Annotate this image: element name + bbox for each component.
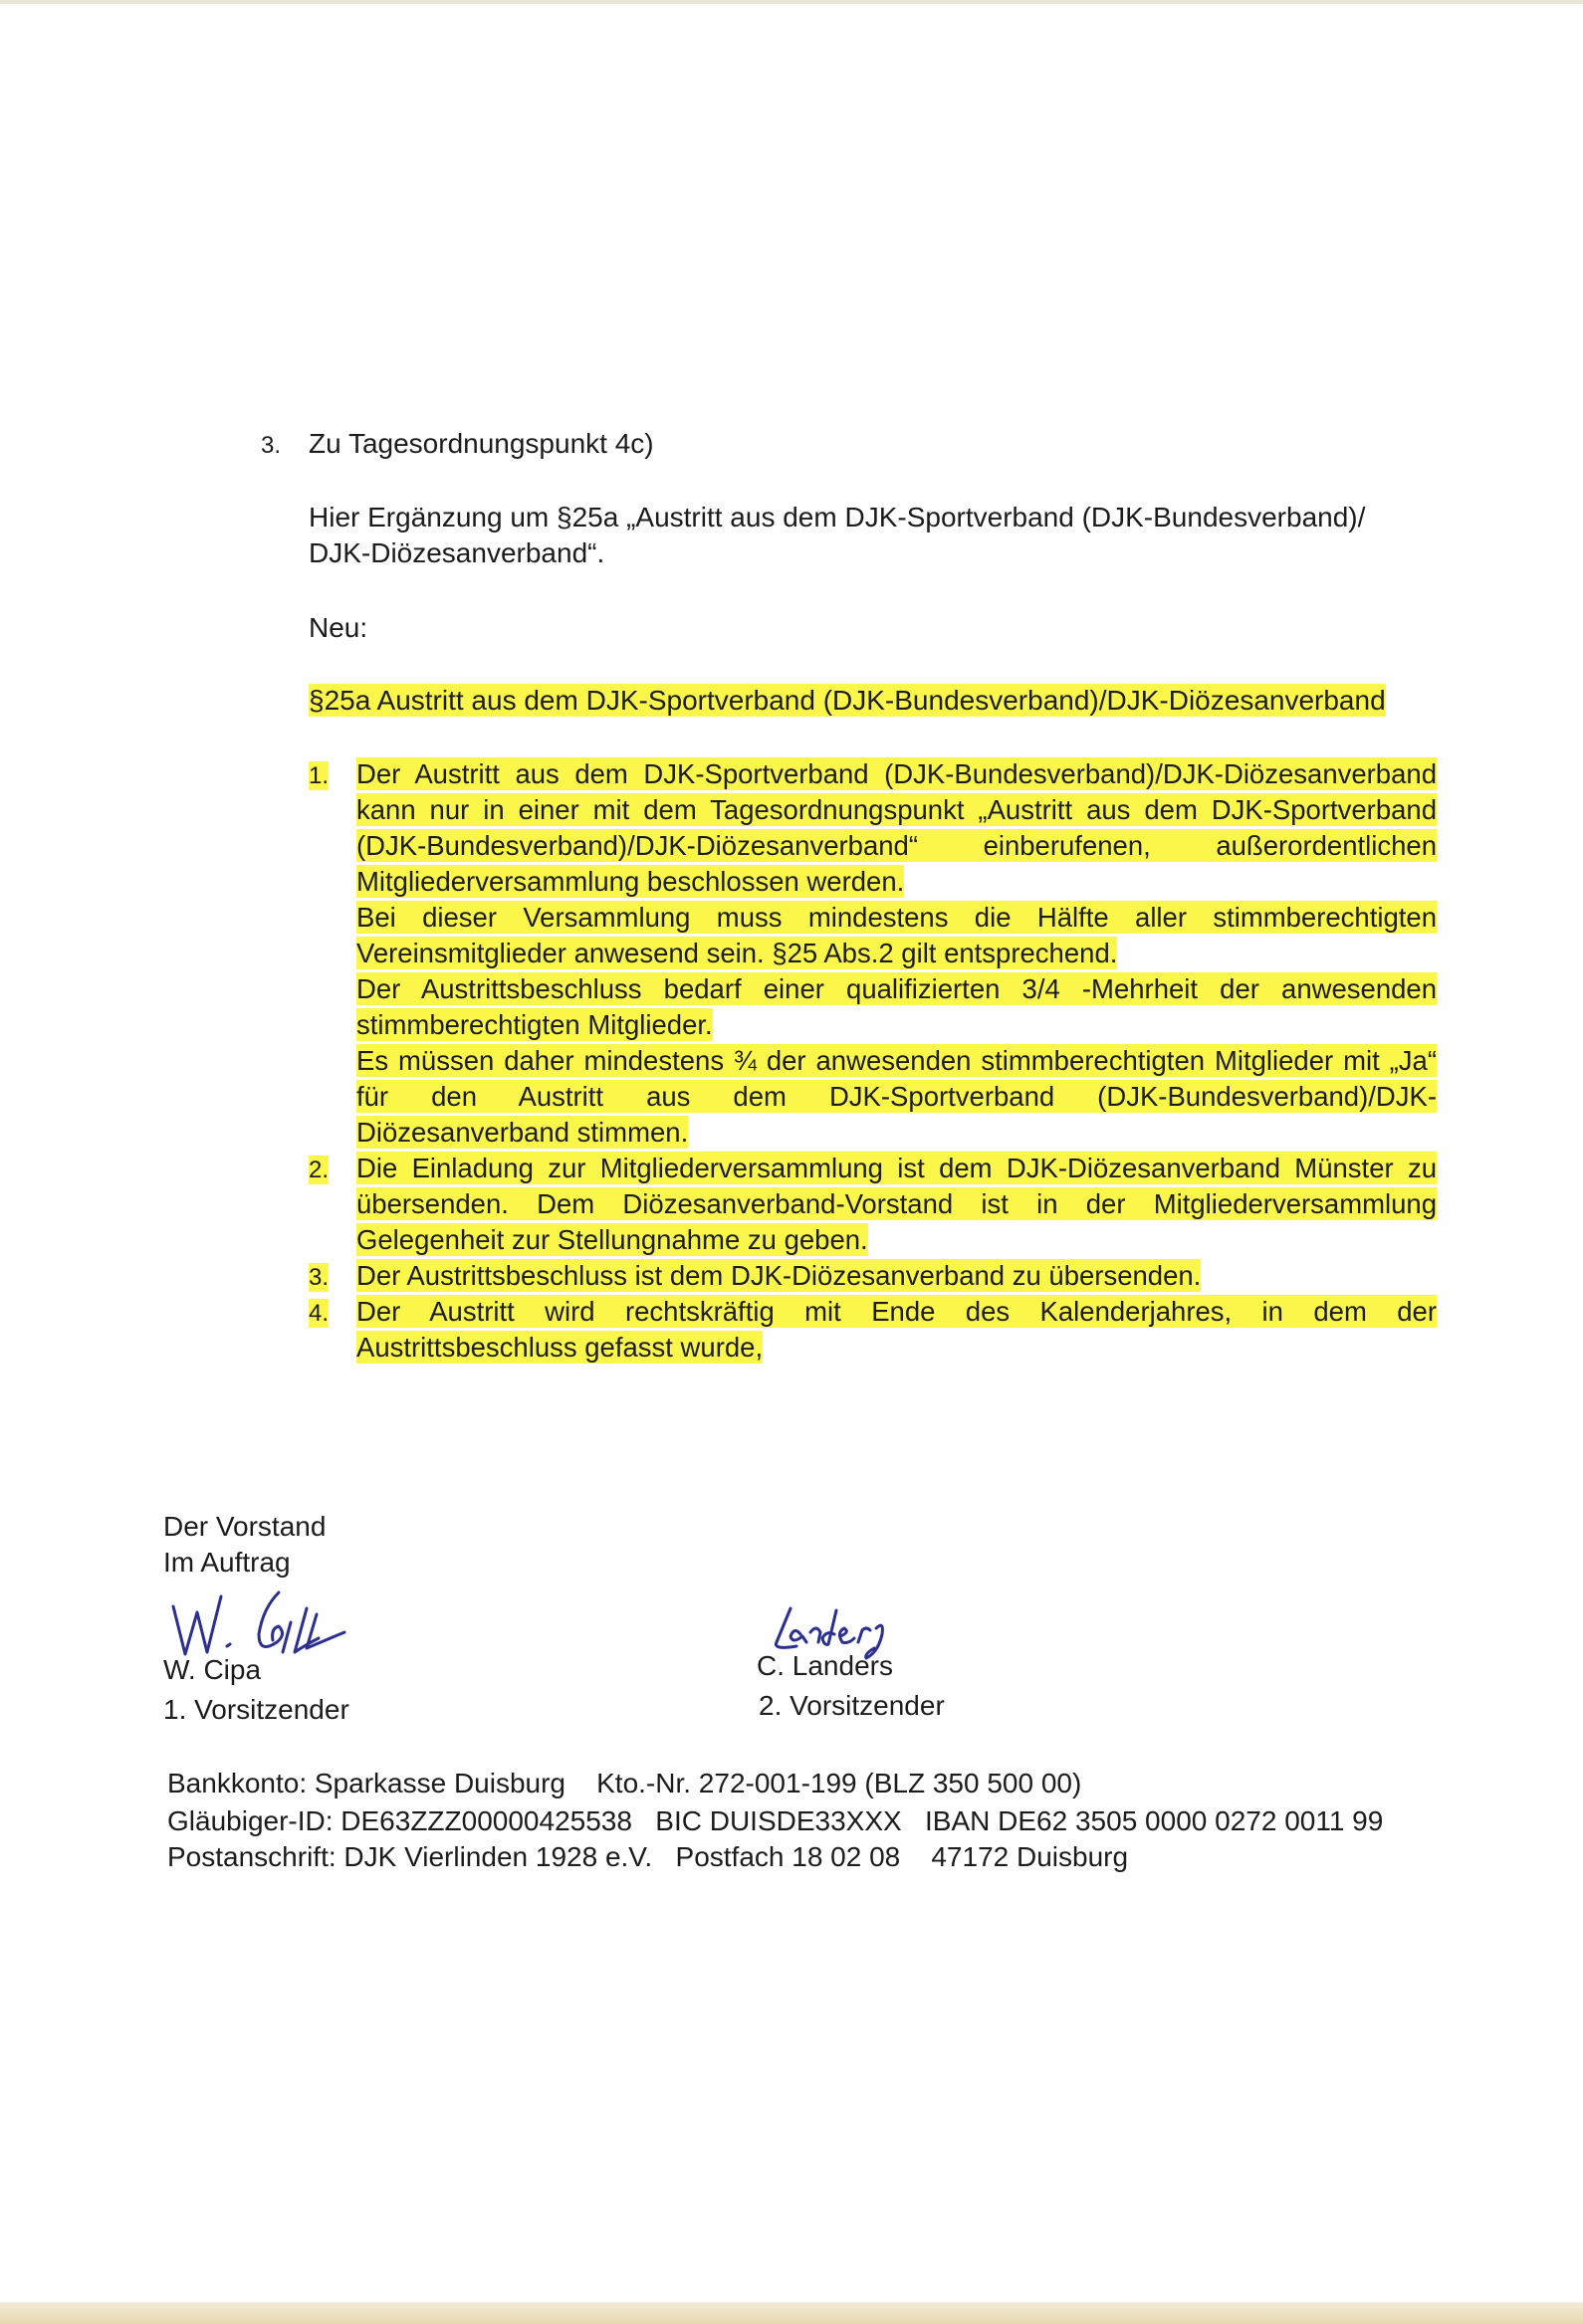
item-1-paragraph-4: Es müssen daher mindestens ¾ der anwesenden stimmberechtigten Mitglieder mit „Ja“ für den Austritt aus dem DJK-Sportverband (DJK-Bundesverband)/DJK-Diözesanverband stimmen. xyxy=(356,1045,1437,1148)
right-signer-role: 2. Vorsitzender xyxy=(759,1690,945,1721)
item-1-paragraph-2: Bei dieser Versammlung muss mindestens die Hälfte aller stimmberechtigten Vereinsmitglieder anwesend sein. §25 Abs.2 gilt entsprechend. xyxy=(356,902,1437,968)
item-1-text xyxy=(356,756,1437,1151)
item-1-number: 1. xyxy=(309,762,330,789)
item-3-paragraph-1: Der Austrittsbeschluss ist dem DJK-Diözesanverband zu übersenden. xyxy=(356,1260,1202,1291)
item-3-text xyxy=(356,1258,1437,1294)
item-1-paragraph-3: Der Austrittsbeschluss bedarf einer qualifizierten 3/4 -Mehrheit der anwesenden stimmberechtigten Mitglieder. xyxy=(356,973,1437,1040)
paragraph-title xyxy=(309,683,1386,719)
paper-edge-top xyxy=(0,0,1583,4)
footer-bank: Bankkonto: Sparkasse Duisburg Kto.-Nr. 272-001-199 (BLZ 350 500 00) xyxy=(167,1768,1082,1798)
paper-edge-bottom xyxy=(0,2302,1583,2324)
item-3-number: 3. xyxy=(309,1264,330,1291)
footer-creditor: Gläubiger-ID: DE63ZZZ00000425538 BIC DUISDE33XXX IBAN DE62 3505 0000 0272 0011 99 xyxy=(167,1805,1384,1836)
intro-line-1: Hier Ergänzung um §25a „Austritt aus dem DJK-Sportverband (DJK-Bundesverband)/ xyxy=(309,502,1366,532)
item-2-number: 2. xyxy=(309,1157,330,1183)
left-signer-role: 1. Vorsitzender xyxy=(163,1694,349,1725)
intro-line-2: DJK-Diözesanverband“. xyxy=(309,537,605,568)
section-number: 3. xyxy=(261,432,282,459)
new-label: Neu: xyxy=(309,612,368,643)
item-4-number: 4. xyxy=(309,1300,330,1327)
item-4-text xyxy=(356,1294,1437,1366)
on-behalf-label: Im Auftrag xyxy=(163,1547,291,1578)
item-1-paragraph-1: Der Austritt aus dem DJK-Sportverband (DJK-Bundesverband)/DJK-Diözesanverband kann nur in einer mit dem Tagesordnungspunkt „Austritt aus dem DJK-Sportverband (DJK-Bundesverband)/DJK-Diözesanverband“ einberufenen, außerordentlichen Mitgliederversammlung beschlossen werden. xyxy=(356,758,1437,897)
item-4-paragraph-1: Der Austritt wird rechtskräftig mit Ende des Kalenderjahres, in dem der Austrittsbeschluss gefasst wurde, xyxy=(356,1296,1437,1363)
footer-postal: Postanschrift: DJK Vierlinden 1928 e.V. Postfach 18 02 08 47172 Duisburg xyxy=(167,1841,1129,1872)
section-heading: Zu Tagesordnungspunkt 4c) xyxy=(309,428,654,459)
item-2-paragraph-1: Die Einladung zur Mitgliederversammlung ist dem DJK-Diözesanverband Münster zu übersenden. Dem Diözesanverband-Vorstand ist in der Mitgliederversammlung Gelegenheit zur Stellungnahme zu geben. xyxy=(356,1153,1437,1255)
board-label: Der Vorstand xyxy=(163,1511,327,1542)
item-2-text xyxy=(356,1151,1437,1258)
right-signer-name: C. Landers xyxy=(757,1650,893,1681)
left-signer-name: W. Cipa xyxy=(163,1654,262,1685)
paragraph-title-text: §25a Austritt aus dem DJK-Sportverband (DJK-Bundesverband)/DJK-Diözesanverband xyxy=(309,685,1386,716)
